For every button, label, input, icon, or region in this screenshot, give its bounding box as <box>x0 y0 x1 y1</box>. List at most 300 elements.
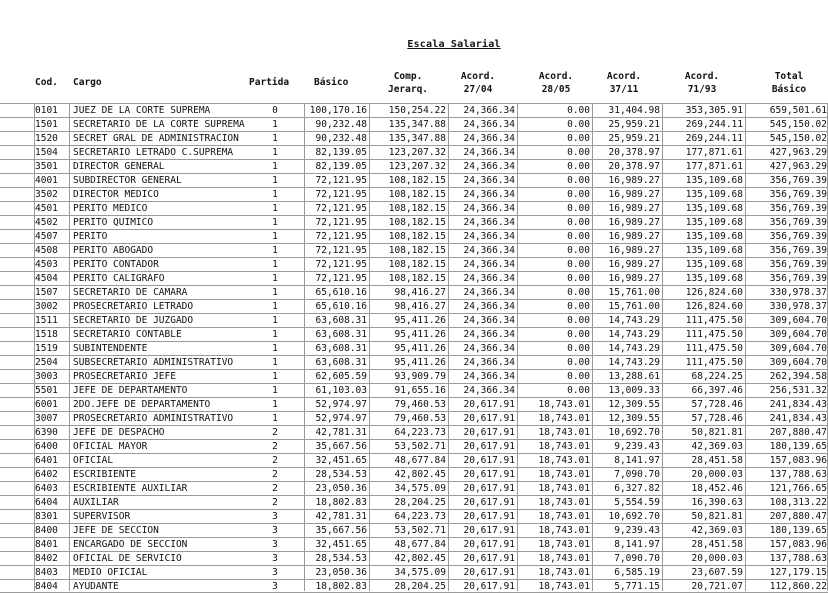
cell-acord-2: 0.00 <box>567 301 590 312</box>
cell-acord-2: 0.00 <box>567 119 590 130</box>
cell-acord-4: 111,475.50 <box>685 329 743 340</box>
cell-acord-1: 24,366.34 <box>463 329 515 340</box>
cell-acord-3: 20,378.97 <box>608 161 660 172</box>
cell-comp: 42,802.45 <box>394 553 446 564</box>
cell-comp: 42,802.45 <box>394 469 446 480</box>
table-row <box>0 299 828 313</box>
cell-acord-4: 23,607.59 <box>691 567 743 578</box>
table-row <box>0 397 828 411</box>
cell-acord-2: 18,743.01 <box>538 441 590 452</box>
cell-cod: 3007 <box>35 413 58 424</box>
table-row <box>0 103 828 117</box>
cell-total: 137,788.63 <box>769 553 827 564</box>
cell-cod: 3002 <box>35 301 58 312</box>
cell-comp: 28,204.25 <box>394 497 446 508</box>
cell-acord-1: 24,366.34 <box>463 371 515 382</box>
cell-acord-3: 16,989.27 <box>608 189 660 200</box>
cell-acord-3: 8,141.97 <box>614 455 660 466</box>
cell-acord-3: 15,761.00 <box>608 287 660 298</box>
cell-acord-1: 24,366.34 <box>463 105 515 116</box>
cell-acord-1: 24,366.34 <box>463 189 515 200</box>
cell-acord-1: 20,617.91 <box>463 553 515 564</box>
cell-cod: 4503 <box>35 259 58 270</box>
cell-partida: 2 <box>272 441 278 452</box>
cell-cargo: JUEZ DE LA CORTE SUPREMA <box>73 105 211 116</box>
cell-total: 121,766.65 <box>769 483 827 494</box>
cell-acord-3: 14,743.29 <box>608 343 660 354</box>
cell-acord-4: 126,824.60 <box>685 301 743 312</box>
cell-acord-2: 18,743.01 <box>538 511 590 522</box>
cell-total: 309,604.70 <box>769 329 827 340</box>
cell-cod: 6402 <box>35 469 58 480</box>
cell-acord-2: 18,743.01 <box>538 553 590 564</box>
cell-acord-4: 28,451.58 <box>691 539 743 550</box>
cell-cargo: DIRECTOR GENERAL <box>73 161 165 172</box>
cell-cargo: PERITO MEDICO <box>73 203 148 214</box>
cell-acord-1: 24,366.34 <box>463 287 515 298</box>
cell-acord-2: 0.00 <box>567 357 590 368</box>
cell-acord-1: 24,366.34 <box>463 315 515 326</box>
cell-partida: 1 <box>272 259 278 270</box>
cell-basico: 100,170.16 <box>309 105 367 116</box>
cell-partida: 1 <box>272 203 278 214</box>
cell-acord-2: 0.00 <box>567 217 590 228</box>
cell-acord-1: 20,617.91 <box>463 413 515 424</box>
cell-acord-4: 68,224.25 <box>691 371 743 382</box>
cell-acord-4: 66,397.46 <box>691 385 743 396</box>
cell-cargo: JEFE DE DESPACHO <box>73 427 165 438</box>
cell-acord-1: 20,617.91 <box>463 399 515 410</box>
table-row <box>0 481 828 495</box>
cell-acord-2: 18,743.01 <box>538 455 590 466</box>
cell-comp: 95,411.26 <box>394 357 446 368</box>
cell-cargo: SECRET GRAL DE ADMINISTRACION <box>73 133 239 144</box>
cell-cod: 4504 <box>35 273 58 284</box>
cell-partida: 1 <box>272 133 278 144</box>
table-row <box>0 313 828 327</box>
cell-acord-2: 0.00 <box>567 245 590 256</box>
cell-acord-4: 42,369.03 <box>691 441 743 452</box>
cell-comp: 64,223.73 <box>394 427 446 438</box>
cell-acord-3: 16,989.27 <box>608 245 660 256</box>
cell-acord-4: 20,000.03 <box>691 469 743 480</box>
header-cod: Cod. <box>35 77 58 88</box>
cell-acord-1: 24,366.34 <box>463 231 515 242</box>
cell-cargo: JEFE DE SECCION <box>73 525 159 536</box>
cell-partida: 2 <box>272 469 278 480</box>
cell-acord-2: 0.00 <box>567 105 590 116</box>
cell-comp: 48,677.84 <box>394 539 446 550</box>
cell-acord-3: 15,761.00 <box>608 301 660 312</box>
cell-acord-4: 18,452.46 <box>691 483 743 494</box>
cell-acord-2: 0.00 <box>567 287 590 298</box>
cell-cod: 8403 <box>35 567 58 578</box>
cell-cod: 1520 <box>35 133 58 144</box>
cell-comp: 108,182.15 <box>388 175 446 186</box>
table-row <box>0 173 828 187</box>
table-row <box>0 439 828 453</box>
cell-comp: 108,182.15 <box>388 259 446 270</box>
cell-acord-1: 24,366.34 <box>463 217 515 228</box>
cell-cod: 8402 <box>35 553 58 564</box>
cell-cargo: OFICIAL <box>73 455 114 466</box>
cell-basico: 35,667.56 <box>315 441 367 452</box>
cell-acord-4: 135,109.68 <box>685 273 743 284</box>
cell-comp: 91,655.16 <box>394 385 446 396</box>
cell-acord-4: 135,109.68 <box>685 203 743 214</box>
cell-acord-3: 16,989.27 <box>608 175 660 186</box>
cell-basico: 72,121.95 <box>315 189 367 200</box>
cell-cod: 8400 <box>35 525 58 536</box>
cell-comp: 95,411.26 <box>394 315 446 326</box>
cell-acord-1: 24,366.34 <box>463 385 515 396</box>
cell-acord-4: 135,109.68 <box>685 231 743 242</box>
cell-partida: 3 <box>272 553 278 564</box>
cell-cargo: PERITO CONTADOR <box>73 259 159 270</box>
cell-cargo: PROSECRETARIO LETRADO <box>73 301 194 312</box>
cell-acord-4: 20,721.07 <box>691 581 743 592</box>
cell-basico: 18,802.83 <box>315 581 367 592</box>
cell-total: 108,313.22 <box>769 497 827 508</box>
cell-acord-3: 14,743.29 <box>608 315 660 326</box>
cell-cod: 1518 <box>35 329 58 340</box>
cell-comp: 108,182.15 <box>388 189 446 200</box>
header-total-basico: Total Básico <box>771 71 807 95</box>
cell-basico: 63,608.31 <box>315 343 367 354</box>
cell-comp: 64,223.73 <box>394 511 446 522</box>
cell-cod: 3502 <box>35 189 58 200</box>
cell-basico: 65,610.16 <box>315 301 367 312</box>
cell-cargo: SUBSECRETARIO ADMINISTRATIVO <box>73 357 234 368</box>
cell-acord-3: 20,378.97 <box>608 147 660 158</box>
cell-comp: 108,182.15 <box>388 217 446 228</box>
cell-partida: 2 <box>272 455 278 466</box>
cell-partida: 2 <box>272 483 278 494</box>
cell-comp: 108,182.15 <box>388 245 446 256</box>
cell-total: 180,139.65 <box>769 441 827 452</box>
cell-basico: 72,121.95 <box>315 175 367 186</box>
cell-comp: 98,416.27 <box>394 301 446 312</box>
cell-total: 330,978.37 <box>769 287 827 298</box>
table-row <box>0 523 828 537</box>
cell-acord-4: 135,109.68 <box>685 245 743 256</box>
cell-acord-1: 24,366.34 <box>463 175 515 186</box>
cell-acord-3: 16,989.27 <box>608 203 660 214</box>
cell-acord-3: 13,288.61 <box>608 371 660 382</box>
cell-acord-1: 24,366.34 <box>463 161 515 172</box>
cell-comp: 135,347.88 <box>388 133 446 144</box>
cell-cargo: SECRETARIO LETRADO C.SUPREMA <box>73 147 234 158</box>
cell-basico: 82,139.05 <box>315 161 367 172</box>
cell-total: 262,394.58 <box>769 371 827 382</box>
cell-acord-2: 0.00 <box>567 189 590 200</box>
cell-partida: 1 <box>272 273 278 284</box>
cell-basico: 62,605.59 <box>315 371 367 382</box>
cell-acord-1: 24,366.34 <box>463 147 515 158</box>
cell-basico: 32,451.65 <box>315 539 367 550</box>
header-comp-jerarq: Comp. Jerarq. <box>387 71 429 95</box>
header-acord-2704: Acord. 27/04 <box>460 71 496 95</box>
cell-comp: 34,575.09 <box>394 567 446 578</box>
cell-total: 427,963.29 <box>769 147 827 158</box>
cell-acord-1: 24,366.34 <box>463 301 515 312</box>
cell-total: 207,880.47 <box>769 427 827 438</box>
table-row <box>0 145 828 159</box>
table-row <box>0 425 828 439</box>
cell-acord-4: 353,305.91 <box>685 105 743 116</box>
cell-total: 157,083.96 <box>769 539 827 550</box>
cell-acord-1: 20,617.91 <box>463 511 515 522</box>
cell-partida: 1 <box>272 175 278 186</box>
cell-acord-3: 10,692.70 <box>608 427 660 438</box>
cell-basico: 52,974.97 <box>315 413 367 424</box>
cell-comp: 108,182.15 <box>388 203 446 214</box>
cell-acord-2: 0.00 <box>567 147 590 158</box>
cell-comp: 53,502.71 <box>394 441 446 452</box>
cell-cod: 4507 <box>35 231 58 242</box>
cell-cod: 4501 <box>35 203 58 214</box>
cell-total: 427,963.29 <box>769 161 827 172</box>
cell-cod: 6401 <box>35 455 58 466</box>
cell-acord-2: 0.00 <box>567 161 590 172</box>
cell-cod: 1519 <box>35 343 58 354</box>
cell-partida: 2 <box>272 497 278 508</box>
table-row <box>0 453 828 467</box>
cell-cargo: OFICIAL DE SERVICIO <box>73 553 182 564</box>
cell-comp: 135,347.88 <box>388 119 446 130</box>
cell-acord-4: 269,244.11 <box>685 133 743 144</box>
cell-acord-3: 14,743.29 <box>608 329 660 340</box>
cell-cargo: PERITO <box>73 231 108 242</box>
cell-acord-4: 269,244.11 <box>685 119 743 130</box>
cell-acord-2: 0.00 <box>567 315 590 326</box>
cell-cargo: JEFE DE DEPARTAMENTO <box>73 385 188 396</box>
table-row <box>0 257 828 271</box>
cell-comp: 48,677.84 <box>394 455 446 466</box>
cell-acord-3: 12,309.55 <box>608 399 660 410</box>
cell-cod: 1511 <box>35 315 58 326</box>
cell-basico: 65,610.16 <box>315 287 367 298</box>
cell-acord-4: 28,451.58 <box>691 455 743 466</box>
cell-acord-3: 25,959.21 <box>608 119 660 130</box>
cell-acord-1: 24,366.34 <box>463 203 515 214</box>
cell-cod: 1507 <box>35 287 58 298</box>
cell-cargo: PROSECRETARIO ADMINISTRATIVO <box>73 413 234 424</box>
cell-basico: 82,139.05 <box>315 147 367 158</box>
cell-acord-1: 20,617.91 <box>463 427 515 438</box>
cell-total: 241,834.43 <box>769 399 827 410</box>
cell-comp: 28,204.25 <box>394 581 446 592</box>
cell-cod: 6390 <box>35 427 58 438</box>
cell-basico: 32,451.65 <box>315 455 367 466</box>
cell-cod: 5501 <box>35 385 58 396</box>
cell-basico: 63,608.31 <box>315 357 367 368</box>
cell-acord-3: 16,989.27 <box>608 231 660 242</box>
cell-cargo: DIRECTOR MEDICO <box>73 189 159 200</box>
header-acord-2805: Acord. 28/05 <box>538 71 574 95</box>
cell-comp: 79,460.53 <box>394 413 446 424</box>
cell-partida: 1 <box>272 217 278 228</box>
table-row <box>0 537 828 551</box>
cell-acord-2: 0.00 <box>567 231 590 242</box>
cell-acord-1: 20,617.91 <box>463 441 515 452</box>
cell-acord-4: 111,475.50 <box>685 357 743 368</box>
cell-acord-4: 126,824.60 <box>685 287 743 298</box>
cell-acord-1: 24,366.34 <box>463 259 515 270</box>
cell-basico: 72,121.95 <box>315 259 367 270</box>
cell-cod: 6403 <box>35 483 58 494</box>
cell-partida: 1 <box>272 147 278 158</box>
cell-basico: 90,232.48 <box>315 133 367 144</box>
cell-comp: 108,182.15 <box>388 273 446 284</box>
cell-acord-1: 20,617.91 <box>463 567 515 578</box>
cell-acord-2: 18,743.01 <box>538 483 590 494</box>
cell-partida: 1 <box>272 287 278 298</box>
cell-total: 356,769.39 <box>769 189 827 200</box>
cell-total: 112,860.22 <box>769 581 827 592</box>
cell-partida: 1 <box>272 329 278 340</box>
cell-total: 356,769.39 <box>769 231 827 242</box>
cell-comp: 98,416.27 <box>394 287 446 298</box>
cell-acord-1: 20,617.91 <box>463 581 515 592</box>
cell-acord-2: 18,743.01 <box>538 427 590 438</box>
header-cargo: Cargo <box>73 77 102 88</box>
cell-cargo: ESCRIBIENTE <box>73 469 136 480</box>
cell-partida: 0 <box>272 105 278 116</box>
cell-total: 356,769.39 <box>769 259 827 270</box>
cell-acord-4: 135,109.68 <box>685 175 743 186</box>
cell-cargo: PROSECRETARIO JEFE <box>73 371 176 382</box>
table-row <box>0 159 828 173</box>
cell-total: 256,531.32 <box>769 385 827 396</box>
cell-comp: 53,502.71 <box>394 525 446 536</box>
cell-comp: 95,411.26 <box>394 329 446 340</box>
cell-cod: 4508 <box>35 245 58 256</box>
cell-cargo: PERITO ABOGADO <box>73 245 154 256</box>
cell-cod: 6404 <box>35 497 58 508</box>
cell-cargo: PERITO CALIGRAFO <box>73 273 165 284</box>
cell-acord-1: 24,366.34 <box>463 343 515 354</box>
cell-acord-1: 20,617.91 <box>463 483 515 494</box>
cell-acord-3: 6,585.19 <box>614 567 660 578</box>
cell-basico: 72,121.95 <box>315 217 367 228</box>
cell-cargo: PERITO QUIMICO <box>73 217 154 228</box>
table-row <box>0 565 828 579</box>
cell-total: 137,788.63 <box>769 469 827 480</box>
cell-total: 309,604.70 <box>769 315 827 326</box>
cell-acord-3: 7,090.70 <box>614 469 660 480</box>
cell-total: 356,769.39 <box>769 217 827 228</box>
cell-acord-2: 0.00 <box>567 259 590 270</box>
cell-acord-4: 111,475.50 <box>685 315 743 326</box>
cell-comp: 79,460.53 <box>394 399 446 410</box>
cell-total: 180,139.65 <box>769 525 827 536</box>
table-row <box>0 215 828 229</box>
cell-partida: 3 <box>272 581 278 592</box>
cell-basico: 28,534.53 <box>315 553 367 564</box>
cell-total: 330,978.37 <box>769 301 827 312</box>
cell-cod: 8401 <box>35 539 58 550</box>
cell-basico: 52,974.97 <box>315 399 367 410</box>
cell-partida: 1 <box>272 371 278 382</box>
header-acord-7193: Acord. 71/93 <box>684 71 720 95</box>
cell-partida: 1 <box>272 231 278 242</box>
cell-acord-4: 50,821.81 <box>691 511 743 522</box>
table-row <box>0 131 828 145</box>
cell-acord-2: 18,743.01 <box>538 525 590 536</box>
cell-acord-1: 24,366.34 <box>463 273 515 284</box>
cell-total: 356,769.39 <box>769 273 827 284</box>
cell-acord-4: 135,109.68 <box>685 217 743 228</box>
cell-basico: 72,121.95 <box>315 273 367 284</box>
cell-acord-4: 111,475.50 <box>685 343 743 354</box>
cell-acord-3: 5,771.15 <box>614 581 660 592</box>
cell-total: 545,150.02 <box>769 119 827 130</box>
cell-total: 659,501.61 <box>769 105 827 116</box>
cell-cargo: OFICIAL MAYOR <box>73 441 148 452</box>
cell-acord-2: 0.00 <box>567 203 590 214</box>
cell-total: 356,769.39 <box>769 175 827 186</box>
cell-basico: 61,103.03 <box>315 385 367 396</box>
cell-acord-3: 31,404.98 <box>608 105 660 116</box>
cell-partida: 1 <box>272 245 278 256</box>
cell-acord-2: 0.00 <box>567 371 590 382</box>
cell-acord-3: 10,692.70 <box>608 511 660 522</box>
cell-basico: 42,781.31 <box>315 511 367 522</box>
cell-total: 545,150.02 <box>769 133 827 144</box>
cell-total: 356,769.39 <box>769 203 827 214</box>
cell-comp: 123,207.32 <box>388 147 446 158</box>
cell-comp: 123,207.32 <box>388 161 446 172</box>
cell-cod: 8301 <box>35 511 58 522</box>
document-title: Escala Salarial <box>407 39 501 50</box>
header-partida: Partida <box>249 77 290 88</box>
cell-acord-2: 18,743.01 <box>538 581 590 592</box>
table-row <box>0 467 828 481</box>
cell-acord-4: 42,369.03 <box>691 525 743 536</box>
cell-acord-3: 8,141.97 <box>614 539 660 550</box>
cell-acord-3: 13,009.33 <box>608 385 660 396</box>
cell-partida: 2 <box>272 427 278 438</box>
cell-comp: 150,254.22 <box>388 105 446 116</box>
cell-acord-4: 177,871.61 <box>685 161 743 172</box>
cell-acord-4: 50,821.81 <box>691 427 743 438</box>
cell-cargo: SECRETARIO DE JUZGADO <box>73 315 194 326</box>
table-row <box>0 369 828 383</box>
cell-basico: 23,050.36 <box>315 483 367 494</box>
cell-acord-3: 16,989.27 <box>608 259 660 270</box>
cell-cargo: SECRETARIO DE LA CORTE SUPREMA <box>73 119 245 130</box>
cell-partida: 1 <box>272 357 278 368</box>
table-row <box>0 341 828 355</box>
table-row <box>0 229 828 243</box>
cell-cargo: AUXILIAR <box>73 497 119 508</box>
cell-cargo: SUBDIRECTOR GENERAL <box>73 175 182 186</box>
cell-partida: 1 <box>272 399 278 410</box>
cell-comp: 93,909.79 <box>394 371 446 382</box>
cell-acord-4: 57,728.46 <box>691 413 743 424</box>
cell-acord-3: 14,743.29 <box>608 357 660 368</box>
header-acord-3711: Acord. 37/11 <box>606 71 642 95</box>
cell-basico: 90,232.48 <box>315 119 367 130</box>
cell-acord-1: 24,366.34 <box>463 119 515 130</box>
table-row <box>0 201 828 215</box>
cell-acord-4: 20,000.03 <box>691 553 743 564</box>
cell-acord-2: 0.00 <box>567 343 590 354</box>
cell-basico: 72,121.95 <box>315 231 367 242</box>
table-row <box>0 551 828 565</box>
cell-cargo: SUPERVISOR <box>73 511 131 522</box>
